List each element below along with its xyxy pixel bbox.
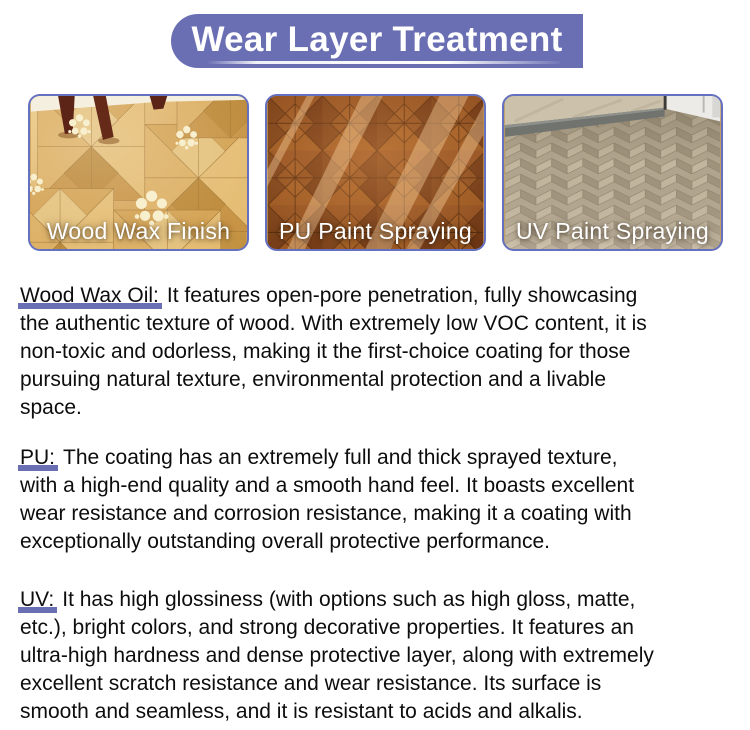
pu-paint-spraying-card (265, 94, 486, 251)
uv-paint-spraying-card (502, 94, 723, 251)
text-fragment: The coating has an extremely full and thick sprayed texture, (63, 446, 618, 469)
text-line: wear resistance and corrosion resistance, making it a coating with (20, 502, 632, 525)
pu-paint-spraying-caption: PU Paint Spraying (278, 218, 473, 244)
section-uv (20, 586, 742, 726)
text-line: with a high-end quality and a smooth hand feel. It boasts excellent (20, 474, 635, 497)
term-wood-wax-oil: Wood Wax Oil: (20, 282, 159, 310)
term-uv: UV: (20, 586, 54, 614)
text-line: ultra-high hardness and dense protective layer, along with extremely (20, 644, 654, 667)
text-line (20, 586, 742, 614)
text-line: exceptionally outstanding overall protective performance. (20, 530, 550, 553)
text-line: excellent scratch resistance and wear resistance. Its surface is (20, 672, 602, 695)
treatment-gallery (28, 94, 723, 251)
text-line (20, 282, 742, 310)
wood-wax-finish-card (28, 94, 249, 251)
section-pu (20, 444, 742, 556)
text-line: non-toxic and odorless, making it the first-choice coating for those (20, 340, 631, 363)
text-fragment: It features open-pore penetration, fully showcasing (166, 284, 638, 307)
text-line: pursuing natural texture, environmental protection and a livable (20, 368, 607, 391)
term-pu: PU: (20, 444, 55, 472)
section-wood-wax-oil (20, 282, 742, 422)
title-banner (171, 14, 583, 68)
text-line: the authentic texture of wood. With extremely low VOC content, it is (20, 312, 647, 335)
page-title: Wear Layer Treatment (191, 20, 563, 59)
text-line (20, 444, 742, 472)
descriptions (20, 282, 742, 726)
text-line: etc.), bright colors, and strong decorative properties. It features an (20, 616, 634, 639)
title-underline (207, 61, 560, 64)
text-line: space. (20, 396, 82, 419)
text-fragment: It has high glossiness (with options such as high gloss, matte, (62, 588, 636, 611)
text-line: smooth and seamless, and it is resistant to acids and alkalis. (20, 700, 583, 723)
uv-paint-spraying-caption: UV Paint Spraying (515, 218, 710, 244)
wood-wax-finish-caption: Wood Wax Finish (46, 218, 231, 244)
